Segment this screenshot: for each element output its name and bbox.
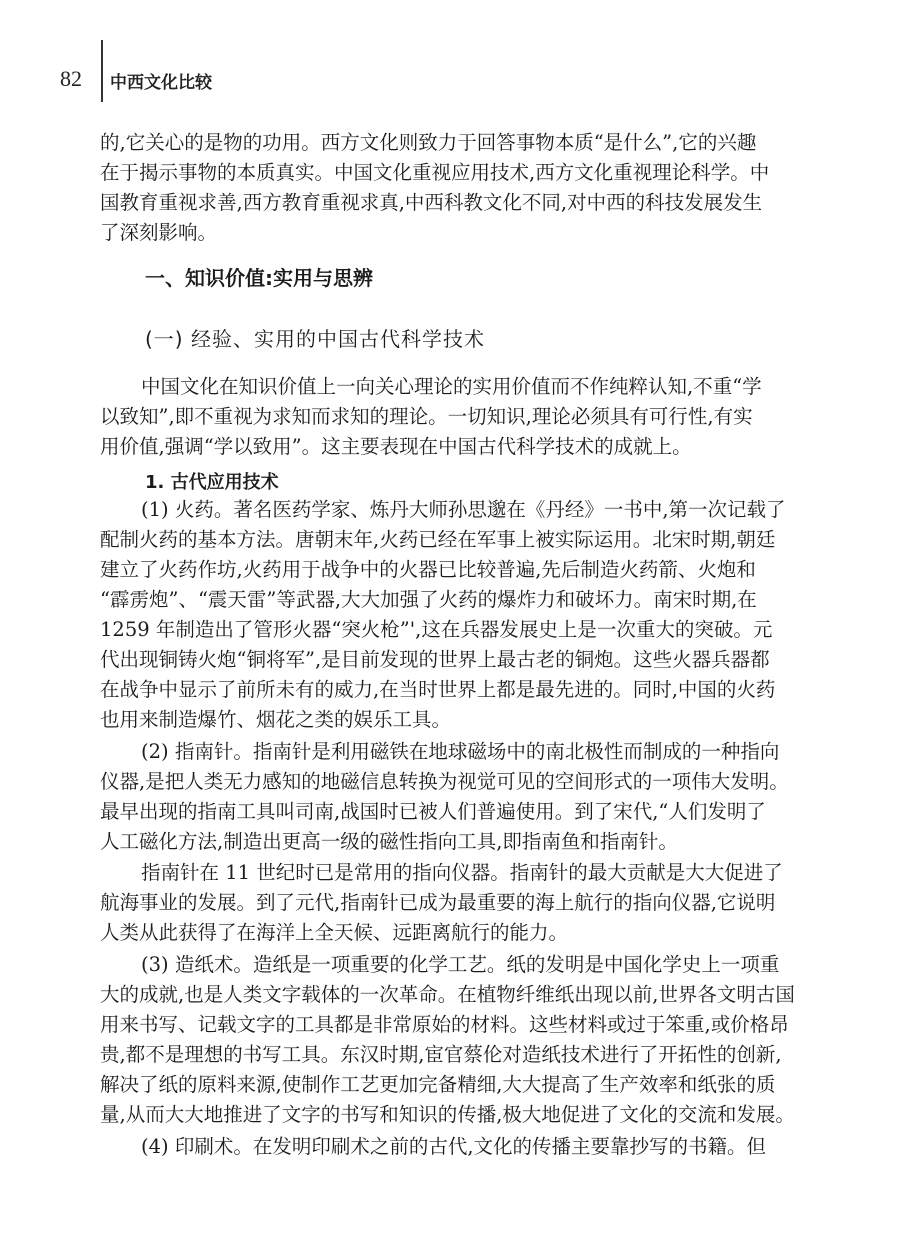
subsection-heading: (一) 经验、实用的中国古代科学技术 bbox=[145, 327, 485, 351]
body-line: 用来书写、记载文字的工具都是非常原始的材料。这些材料或过于笨重,或价格昂 bbox=[100, 1013, 789, 1036]
body-line: 量,从而大大地推进了文字的书写和知识的传播,极大地促进了文化的交流和发展。 bbox=[100, 1103, 795, 1126]
body-line: 人工磁化方法,制造出更高一级的磁性指向工具,即指南鱼和指南针。 bbox=[100, 830, 678, 853]
section-heading: 一、知识价值:实用与思辨 bbox=[145, 266, 373, 290]
body-line: 在战争中显示了前所未有的威力,在当时世界上都是最先进的。同时,中国的火药 bbox=[100, 678, 776, 701]
item-heading: 1. 古代应用技术 bbox=[145, 472, 279, 493]
body-line: 中国文化在知识价值上一向关心理论的实用价值而不作纯粹认知,不重“学 bbox=[141, 375, 762, 398]
body-line: 指南针在 11 世纪时已是常用的指向仪器。指南针的最大贡献是大大促进了 bbox=[141, 861, 783, 884]
body-line: (3) 造纸术。造纸是一项重要的化学工艺。纸的发明是中国化学史上一项重 bbox=[141, 953, 780, 976]
body-line: 航海事业的发展。到了元代,指南针已成为最重要的海上航行的指向仪器,它说明 bbox=[100, 891, 776, 914]
body-line: 了深刻影响。 bbox=[100, 221, 218, 244]
body-line: 用价值,强调“学以致用”。这主要表现在中国古代科学技术的成就上。 bbox=[100, 435, 692, 458]
body-line: 1259 年制造出了管形火器“突火枪”',这在兵器发展史上是一次重大的突破。元 bbox=[100, 618, 773, 641]
body-line: 以致知”,即不重视为求知而求知的理论。一切知识,理论必须具有可行性,有实 bbox=[100, 405, 753, 428]
body-line: 人类从此获得了在海洋上全天候、远距离航行的能力。 bbox=[100, 921, 569, 944]
body-line: 配制火药的基本方法。唐朝末年,火药已经在军事上被实际运用。北宋时期,朝廷 bbox=[100, 528, 776, 551]
body-line: 大的成就,也是人类文字载体的一次革命。在植物纤维纸出现以前,世界各文明古国 bbox=[100, 983, 795, 1006]
body-line: 贵,都不是理想的书写工具。东汉时期,宦官蔡伦对造纸技术进行了开拓性的创新, bbox=[100, 1043, 782, 1066]
body-line: 的,它关心的是物的功用。西方文化则致力于回答事物本质“是什么”,它的兴趣 bbox=[100, 131, 757, 154]
page-number: 82 bbox=[60, 66, 82, 91]
book-title: 中西文化比较 bbox=[110, 73, 212, 93]
body-line: 也用来制造爆竹、烟花之类的娱乐工具。 bbox=[100, 708, 452, 731]
header-divider bbox=[101, 40, 103, 102]
body-line: 国教育重视求善,西方教育重视求真,中西科教文化不同,对中西的科技发展发生 bbox=[100, 191, 763, 214]
body-line: 仪器,是把人类无力感知的地磁信息转换为视觉可见的空间形式的一项伟大发明。 bbox=[100, 770, 789, 793]
body-line: 最早出现的指南工具叫司南,战国时已被人们普遍使用。到了宋代,“人们发明了 bbox=[100, 800, 766, 823]
body-line: 解决了纸的原料来源,使制作工艺更加完备精细,大大提高了生产效率和纸张的质 bbox=[100, 1073, 776, 1096]
body-line: (2) 指南针。指南针是利用磁铁在地球磁场中的南北极性而制成的一种指向 bbox=[141, 740, 780, 763]
body-line: 代出现铜铸火炮“铜将军”,是目前发现的世界上最古老的铜炮。这些火器兵器都 bbox=[100, 648, 770, 671]
body-line: “霹雳炮”、“震天雷”等武器,大大加强了火药的爆炸力和破坏力。南宋时期,在 bbox=[100, 588, 757, 611]
body-line: 在于揭示事物的本质真实。中国文化重视应用技术,西方文化重视理论科学。中 bbox=[100, 161, 770, 184]
body-line: 建立了火药作坊,火药用于战争中的火器已比较普遍,先后制造火药箭、火炮和 bbox=[100, 558, 756, 581]
body-line: (1) 火药。著名医药学家、炼丹大师孙思邈在《丹经》一书中,第一次记载了 bbox=[141, 498, 786, 521]
body-line: (4) 印刷术。在发明印刷术之前的古代,文化的传播主要靠抄写的书籍。但 bbox=[141, 1135, 767, 1158]
